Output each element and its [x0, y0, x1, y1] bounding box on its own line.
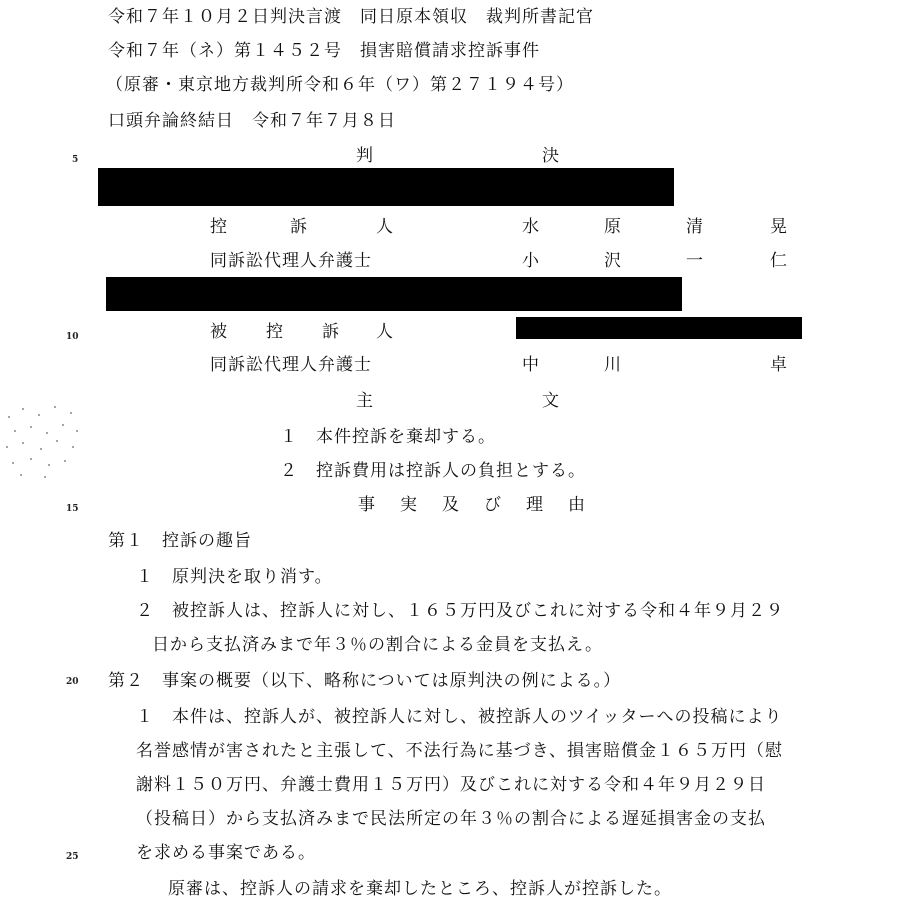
section-1-item-1: １ 原判決を取り消す。 [136, 567, 333, 587]
line-number-20: 20 [66, 677, 79, 687]
appellant-counsel-name-char: 沢 [604, 251, 621, 271]
appellant-counsel-name-char: 小 [522, 251, 539, 271]
appellant-name-char: 清 [686, 217, 703, 237]
header-line-2: 令和７年（ネ）第１４５２号 損害賠償請求控訴事件 [108, 41, 540, 61]
section-1-item-2-line-a: ２ 被控訴人は、控訴人に対し、１６５万円及びこれに対する令和４年９月２９ [136, 601, 784, 621]
line-number-5: 5 [72, 155, 79, 165]
section-2-item-1-line-f: 原審は、控訴人の請求を棄却したところ、控訴人が控訴した。 [168, 879, 672, 899]
appellee-counsel-label: 同訴訟代理人弁護士 [210, 355, 372, 375]
line-number-10: 10 [66, 332, 79, 342]
appellant-name-char: 原 [604, 217, 621, 237]
header-line-3: （原審・東京地方裁判所令和６年（ワ）第２７１９４号） [106, 75, 574, 95]
appellee-label-char: 控 [266, 322, 283, 342]
appellant-label-char: 人 [376, 217, 393, 237]
section-2-item-1-line-a: １ 本件は、控訴人が、被控訴人に対し、被控訴人のツイッターへの投稿により [136, 707, 783, 727]
section-2-item-1-line-e: を求める事案である。 [136, 843, 316, 863]
line-number-25: 25 [66, 852, 79, 862]
header-line-4: 口頭弁論終結日 令和７年７月８日 [108, 111, 396, 131]
section-2-item-1-line-c: 謝料１５０万円、弁護士費用１５万円）及びこれに対する令和４年９月２９日 [136, 775, 766, 795]
facts-heading: 事 実 及 び 理 由 [358, 495, 589, 515]
appellee-counsel-name-char: 川 [604, 355, 621, 375]
appellee-label-char: 被 [210, 322, 227, 342]
appellant-counsel-name-char: 一 [686, 251, 703, 271]
main-text-item-2: ２ 控訴費用は控訴人の負担とする。 [280, 461, 586, 481]
appellant-counsel-name-char: 仁 [770, 251, 787, 271]
section-2-item-1-line-d: （投稿日）から支払済みまで民法所定の年３％の割合による遅延損害金の支払 [136, 809, 766, 829]
appellee-counsel-name-char: 卓 [770, 355, 787, 375]
scan-noise [0, 402, 86, 482]
section-1-title: 第１ 控訴の趣旨 [108, 531, 252, 551]
appellant-counsel-label: 同訴訟代理人弁護士 [210, 251, 372, 271]
main-text-item-1: １ 本件控訴を棄却する。 [280, 427, 496, 447]
judgment-title-char: 判 [356, 146, 373, 166]
section-1-item-2-line-b: 日から支払済みまで年３％の割合による金員を支払え。 [152, 635, 604, 655]
redaction-block [516, 317, 802, 339]
appellant-label-char: 控 [210, 217, 227, 237]
header-line-1: 令和７年１０月２日判決言渡 同日原本領収 裁判所書記官 [108, 7, 594, 27]
appellee-label-char: 訴 [322, 322, 339, 342]
redaction-block [98, 168, 674, 206]
line-number-15: 15 [66, 504, 79, 514]
appellant-name-char: 水 [522, 217, 539, 237]
section-2-title: 第２ 事案の概要（以下、略称については原判決の例による。） [108, 671, 622, 691]
appellee-label-char: 人 [376, 322, 393, 342]
appellant-name-char: 晃 [770, 217, 787, 237]
appellant-label-char: 訴 [290, 217, 307, 237]
main-text-heading-char: 主 [356, 391, 373, 411]
judgment-title-char: 決 [542, 146, 559, 166]
appellee-counsel-name-char: 中 [522, 355, 539, 375]
main-text-heading-char: 文 [542, 391, 559, 411]
redaction-block [106, 277, 682, 311]
section-2-item-1-line-b: 名誉感情が害されたと主張して、不法行為に基づき、損害賠償金１６５万円（慰 [136, 741, 783, 761]
